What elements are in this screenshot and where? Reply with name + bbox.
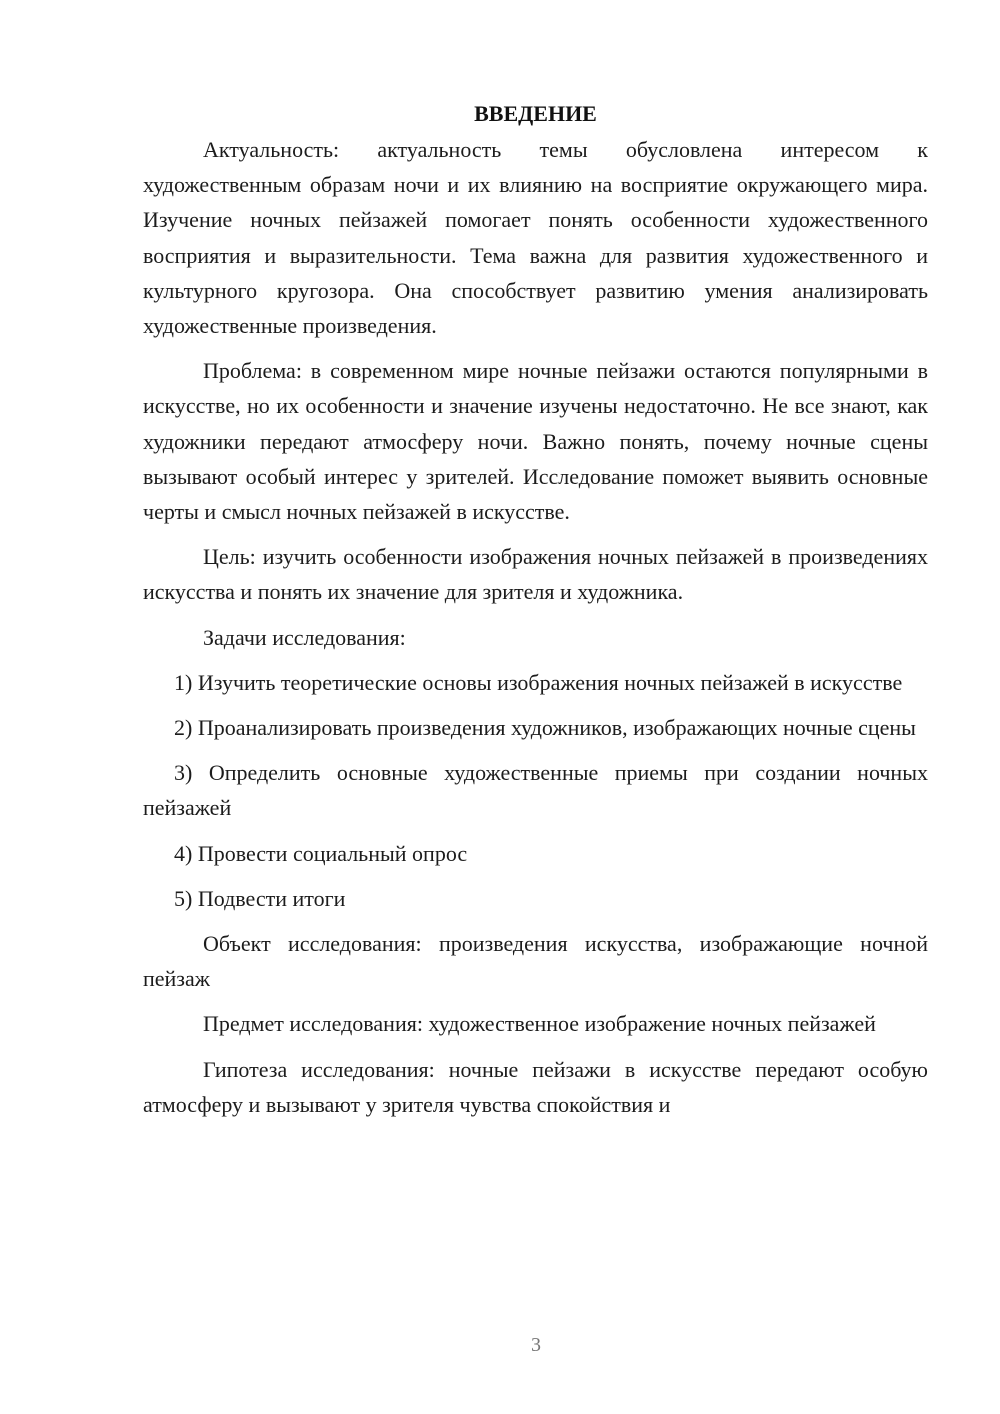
page-content (143, 96, 928, 1132)
task-item: 3) Определить основные художественные приемы при создании ночных пейзажей (143, 760, 928, 821)
problem-paragraph: Проблема: в современном мире ночные пейзажи остаются популярными в искусстве, но их особенности и значение изучены недостаточно. Не все знают, как художники передают атмосферу ночи. Важно понять, почему ночные сцены вызывают особый интерес у зрителей. Исследование поможет выявить основные черты и смысл ночных пейзажей в искусстве. (143, 358, 928, 525)
task-item: 5) Подвести итоги (174, 885, 346, 911)
object-paragraph: Объект исследования: произведения искусства, изображающие ночной пейзаж (143, 931, 928, 992)
tasks-heading: Задачи исследования: (203, 624, 406, 650)
page-number: 3 (531, 1334, 541, 1356)
relevance-paragraph: Актуальность: актуальность темы обусловлена интересом к художественным образам ночи и их влиянию на восприятие окружающего мира. Изучение ночных пейзажей помогает понять особенности художественного восприятия и выразительности. Тема важна для развития художественного и культурного кругозора. Она способствует развитию умения анализировать художественные произведения. (143, 137, 928, 339)
task-item: 2) Проанализировать произведения художников, изображающих ночные сцены (174, 715, 916, 741)
task-item: 4) Провести социальный опрос (174, 840, 468, 866)
hypothesis-paragraph: Гипотеза исследования: ночные пейзажи в искусстве передают особую атмосферу и вызывают у зрителя чувства спокойствия и (143, 1056, 928, 1117)
section-title: ВВЕДЕНИЕ (474, 101, 597, 126)
subject-paragraph: Предмет исследования: художественное изображение ночных пейзажей (203, 1011, 876, 1037)
tasks-list (143, 665, 928, 916)
task-item: 1) Изучить теоретические основы изображения ночных пейзажей в искусстве (174, 669, 903, 695)
goal-paragraph: Цель: изучить особенности изображения ночных пейзажей в произведениях искусства и понять их значение для зрителя и художника. (143, 544, 928, 605)
